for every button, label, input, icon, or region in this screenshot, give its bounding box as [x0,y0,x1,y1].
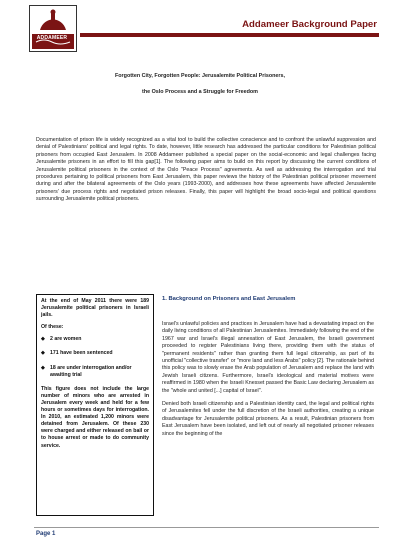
paper-title-line-1: Forgotten City, Forgotten People: Jerusalemite Political Prisoners, [114,73,286,79]
intro-paragraph: Documentation of prison life is widely recognized as a vital tool to build the collective conscience and to confront the unlawful suppression and denial of Palestinians' political and legal rights. To date, however, little research has addressed the particular conditions for Palestinian political prisoners from occupied East Jerusalem. In 2008 Addameer published a special paper on the social-economic and legal challenges facing Jerusalemite prisoners in an effort to fill this gap[1]. The following paper aims to build on this report by discussing the current conditions of Jerusalemite political prisoners in the context of the Oslo "Peace Process" agreements. As well as addressing the interrogation and trial procedures pertaining to political prisoners from East Jerusalem, this paper reviews the history of the Palestinian political prisoner movement during and after the bilateral agreements of the Oslo years (1993-2000), and addresses how these agreements have affected Jerusalemite prisoners' due process rights and negotiated prison releases. Finally, this paper will highlight the broad socio-legal and political questions surrounding Jerusalemite political prisoners. [36,137,376,203]
sidebox-item-text: 2 are women [50,336,82,343]
sidebox-list-item [41,350,149,357]
section-paragraph: Denied both Israeli citizenship and a Palestinian identity card, the legal and political rights of Jerusalemites fell under the full discretion of the Israeli authorities, creating a unique disadvantage for Jerusalemite political prisoners. As a result, Palestinian prisoners from East Jerusalem have been isolated, and left out of nearly all negotiated prisoner releases since the beginning of the [162,401,374,437]
statistics-sidebox [36,294,154,516]
addameer-logo [29,5,77,52]
logo-wordmark: ADDAMEER [36,35,68,41]
paper-title-line-2: the Oslo Process and a Struggle for Freedom [142,89,258,95]
sidebox-item-text: 171 have been sentenced [50,350,113,357]
sidebox-intro: At the end of May 2011 there were 189 Jerusalemite political prisoners in Israeli jails. [41,298,149,319]
diamond-bullet-icon: ◆ [41,364,45,371]
section-heading: 1. Background on Prisoners and East Jerusalem [162,296,296,302]
logo-emblem-icon [32,8,74,49]
page-number: Page 1 [36,531,56,537]
sidebox-list-item [41,336,149,343]
sidebox-list-item [41,365,149,379]
section-paragraph: Israel's unlawful policies and practices in Jerusalem have had a devastating impact on the daily living conditions of all Palestinian Jerusalemites. Immediately following the end of the 1967 war and Israel's illegal annexation of East Jerusalem, the Israeli government proceeded to register Palestinians living there, providing them with the status of "permanent residents" rather than granting them full legal citizenship, as part of its unofficial "collective transfer" or "more land and less Arabs" policy [2]. The rationale behind this policy was to slowly erase the Arab population of Jerusalem and replace the land with Jewish Israeli citizens. Furthermore, Israel's ideological and material motives were reaffirmed in 1980 when the Israeli Knesset passed the Basic Law declaring Jerusalem as the "whole and united [...] capital of Israel". [162,321,374,394]
diamond-bullet-icon: ◆ [41,336,45,343]
sidebox-item-text: 18 are under interrogation and/or awaiting trial [50,364,132,378]
header-divider [80,33,379,37]
document-header-title: Addameer Background Paper [242,19,377,30]
sidebox-note: This figure does not include the large number of minors who are arrested in Jerusalem every week and held for a few hours or sometimes days for interrogation. In 2010, an estimated 1,200 minors were detained from Jerusalem. Of these 230 were charged and either released on bail or to house arrest or made to do community service. [41,385,149,449]
sidebox-of-these: Of these: [41,324,64,331]
diamond-bullet-icon: ◆ [41,350,45,357]
section-body [162,321,374,444]
footer-divider [34,527,379,528]
